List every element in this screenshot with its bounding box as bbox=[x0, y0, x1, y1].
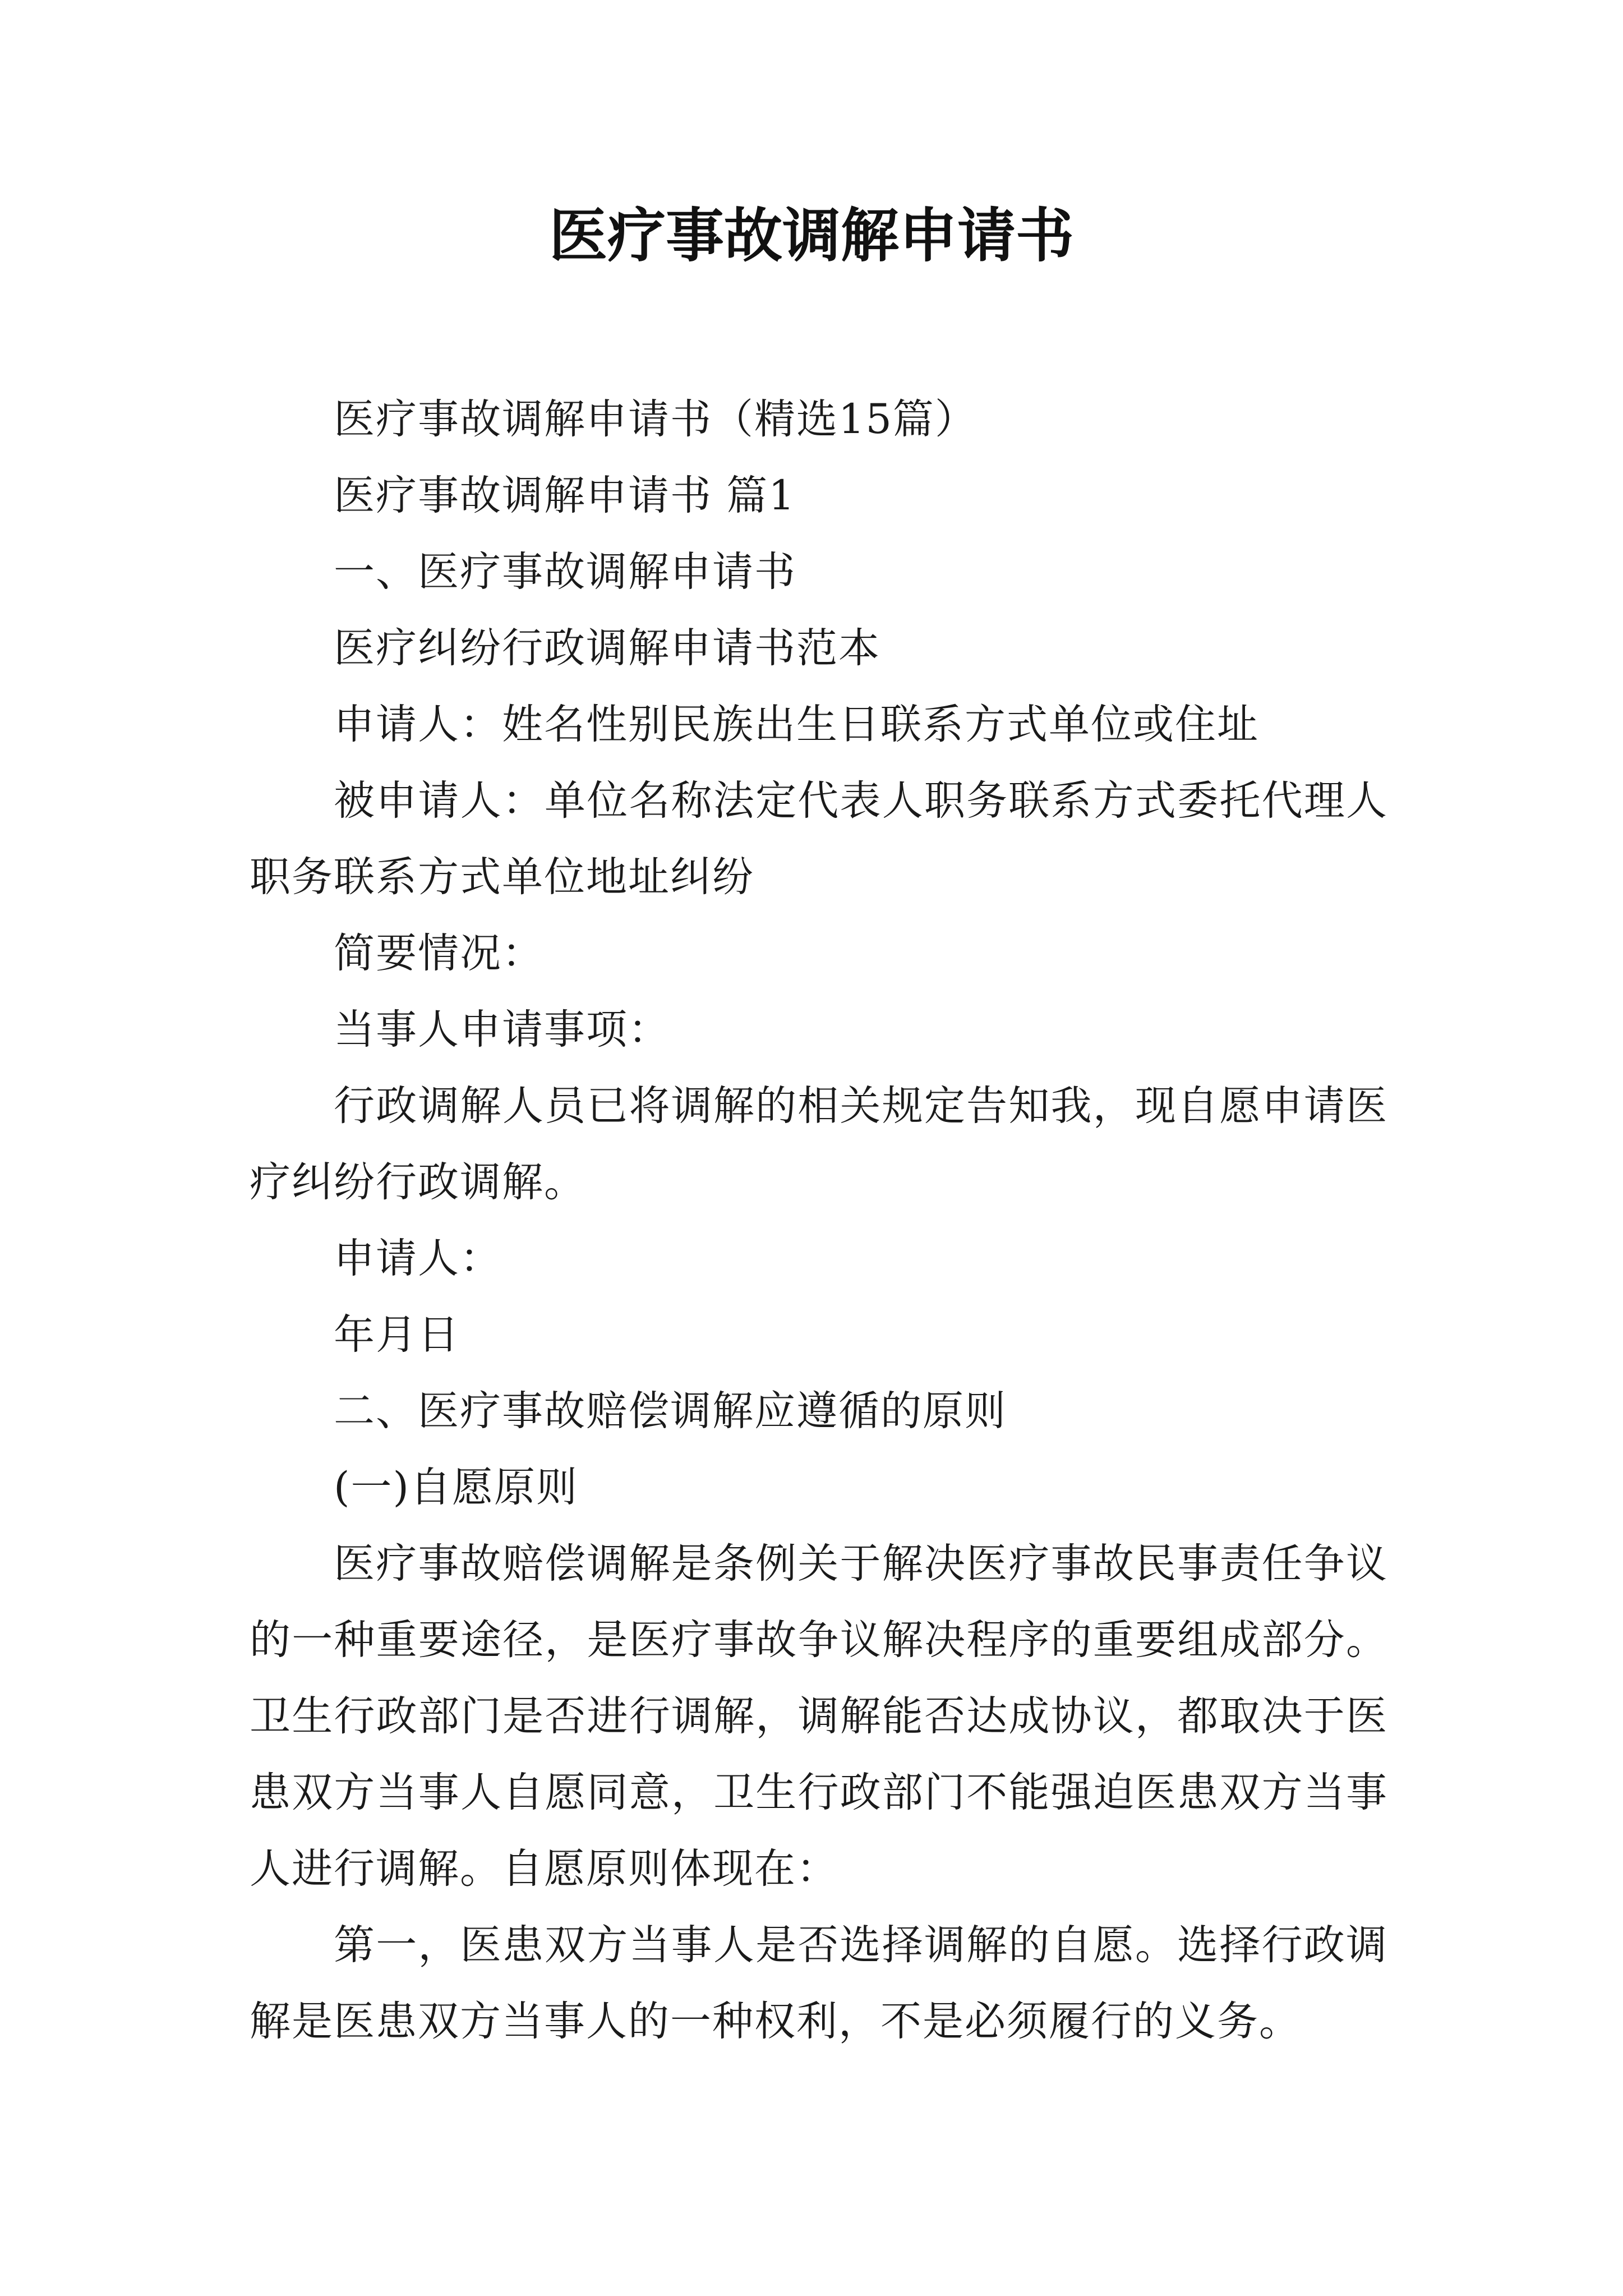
paragraph-section-heading: 医疗事故调解申请书 篇1 bbox=[334, 472, 796, 519]
paragraph-summary: 简要情况： bbox=[334, 930, 544, 977]
paragraph-first-point: 第一，医患双方当事人是否选择调解的自愿。选择行政调解是医患双方当事人的一种权利，不是必须履行的义务。 bbox=[250, 1921, 1388, 2045]
document-title: 医疗事故调解申请书 bbox=[548, 201, 1074, 270]
paragraph-subheading: (一)自愿原则 bbox=[334, 1464, 578, 1511]
paragraph-date: 年月日 bbox=[334, 1311, 460, 1359]
paragraph-intro: 医疗事故调解申请书（精选15篇） bbox=[334, 395, 977, 443]
document-body bbox=[250, 381, 1388, 2060]
paragraph-heading-2: 二、医疗事故赔偿调解应遵循的原则 bbox=[334, 1387, 1007, 1435]
paragraph-respondent: 被申请人：单位名称法定代表人职务联系方式委托代理人职务联系方式单位地址纠纷 bbox=[250, 777, 1388, 901]
paragraph-template-title: 医疗纠纷行政调解申请书范本 bbox=[334, 624, 880, 672]
paragraph-signature: 申请人： bbox=[334, 1235, 502, 1282]
paragraph-request: 当事人申请事项： bbox=[334, 1006, 670, 1053]
paragraph-applicant: 申请人：姓名性别民族出生日联系方式单位或住址 bbox=[334, 701, 1259, 748]
paragraph-statement: 行政调解人员已将调解的相关规定告知我，现自愿申请医疗纠纷行政调解。 bbox=[250, 1082, 1388, 1206]
paragraph-heading-1: 一、医疗事故调解申请书 bbox=[334, 548, 796, 596]
paragraph-principle: 医疗事故赔偿调解是条例关于解决医疗事故民事责任争议的一种重要途径，是医疗事故争议解决程序的重要组成部分。卫生行政部门是否进行调解，调解能否达成协议，都取决于医患双方当事人自愿同意，卫生行政部门不能强迫医患双方当事人进行调解。自愿原则体现在： bbox=[250, 1540, 1388, 1893]
